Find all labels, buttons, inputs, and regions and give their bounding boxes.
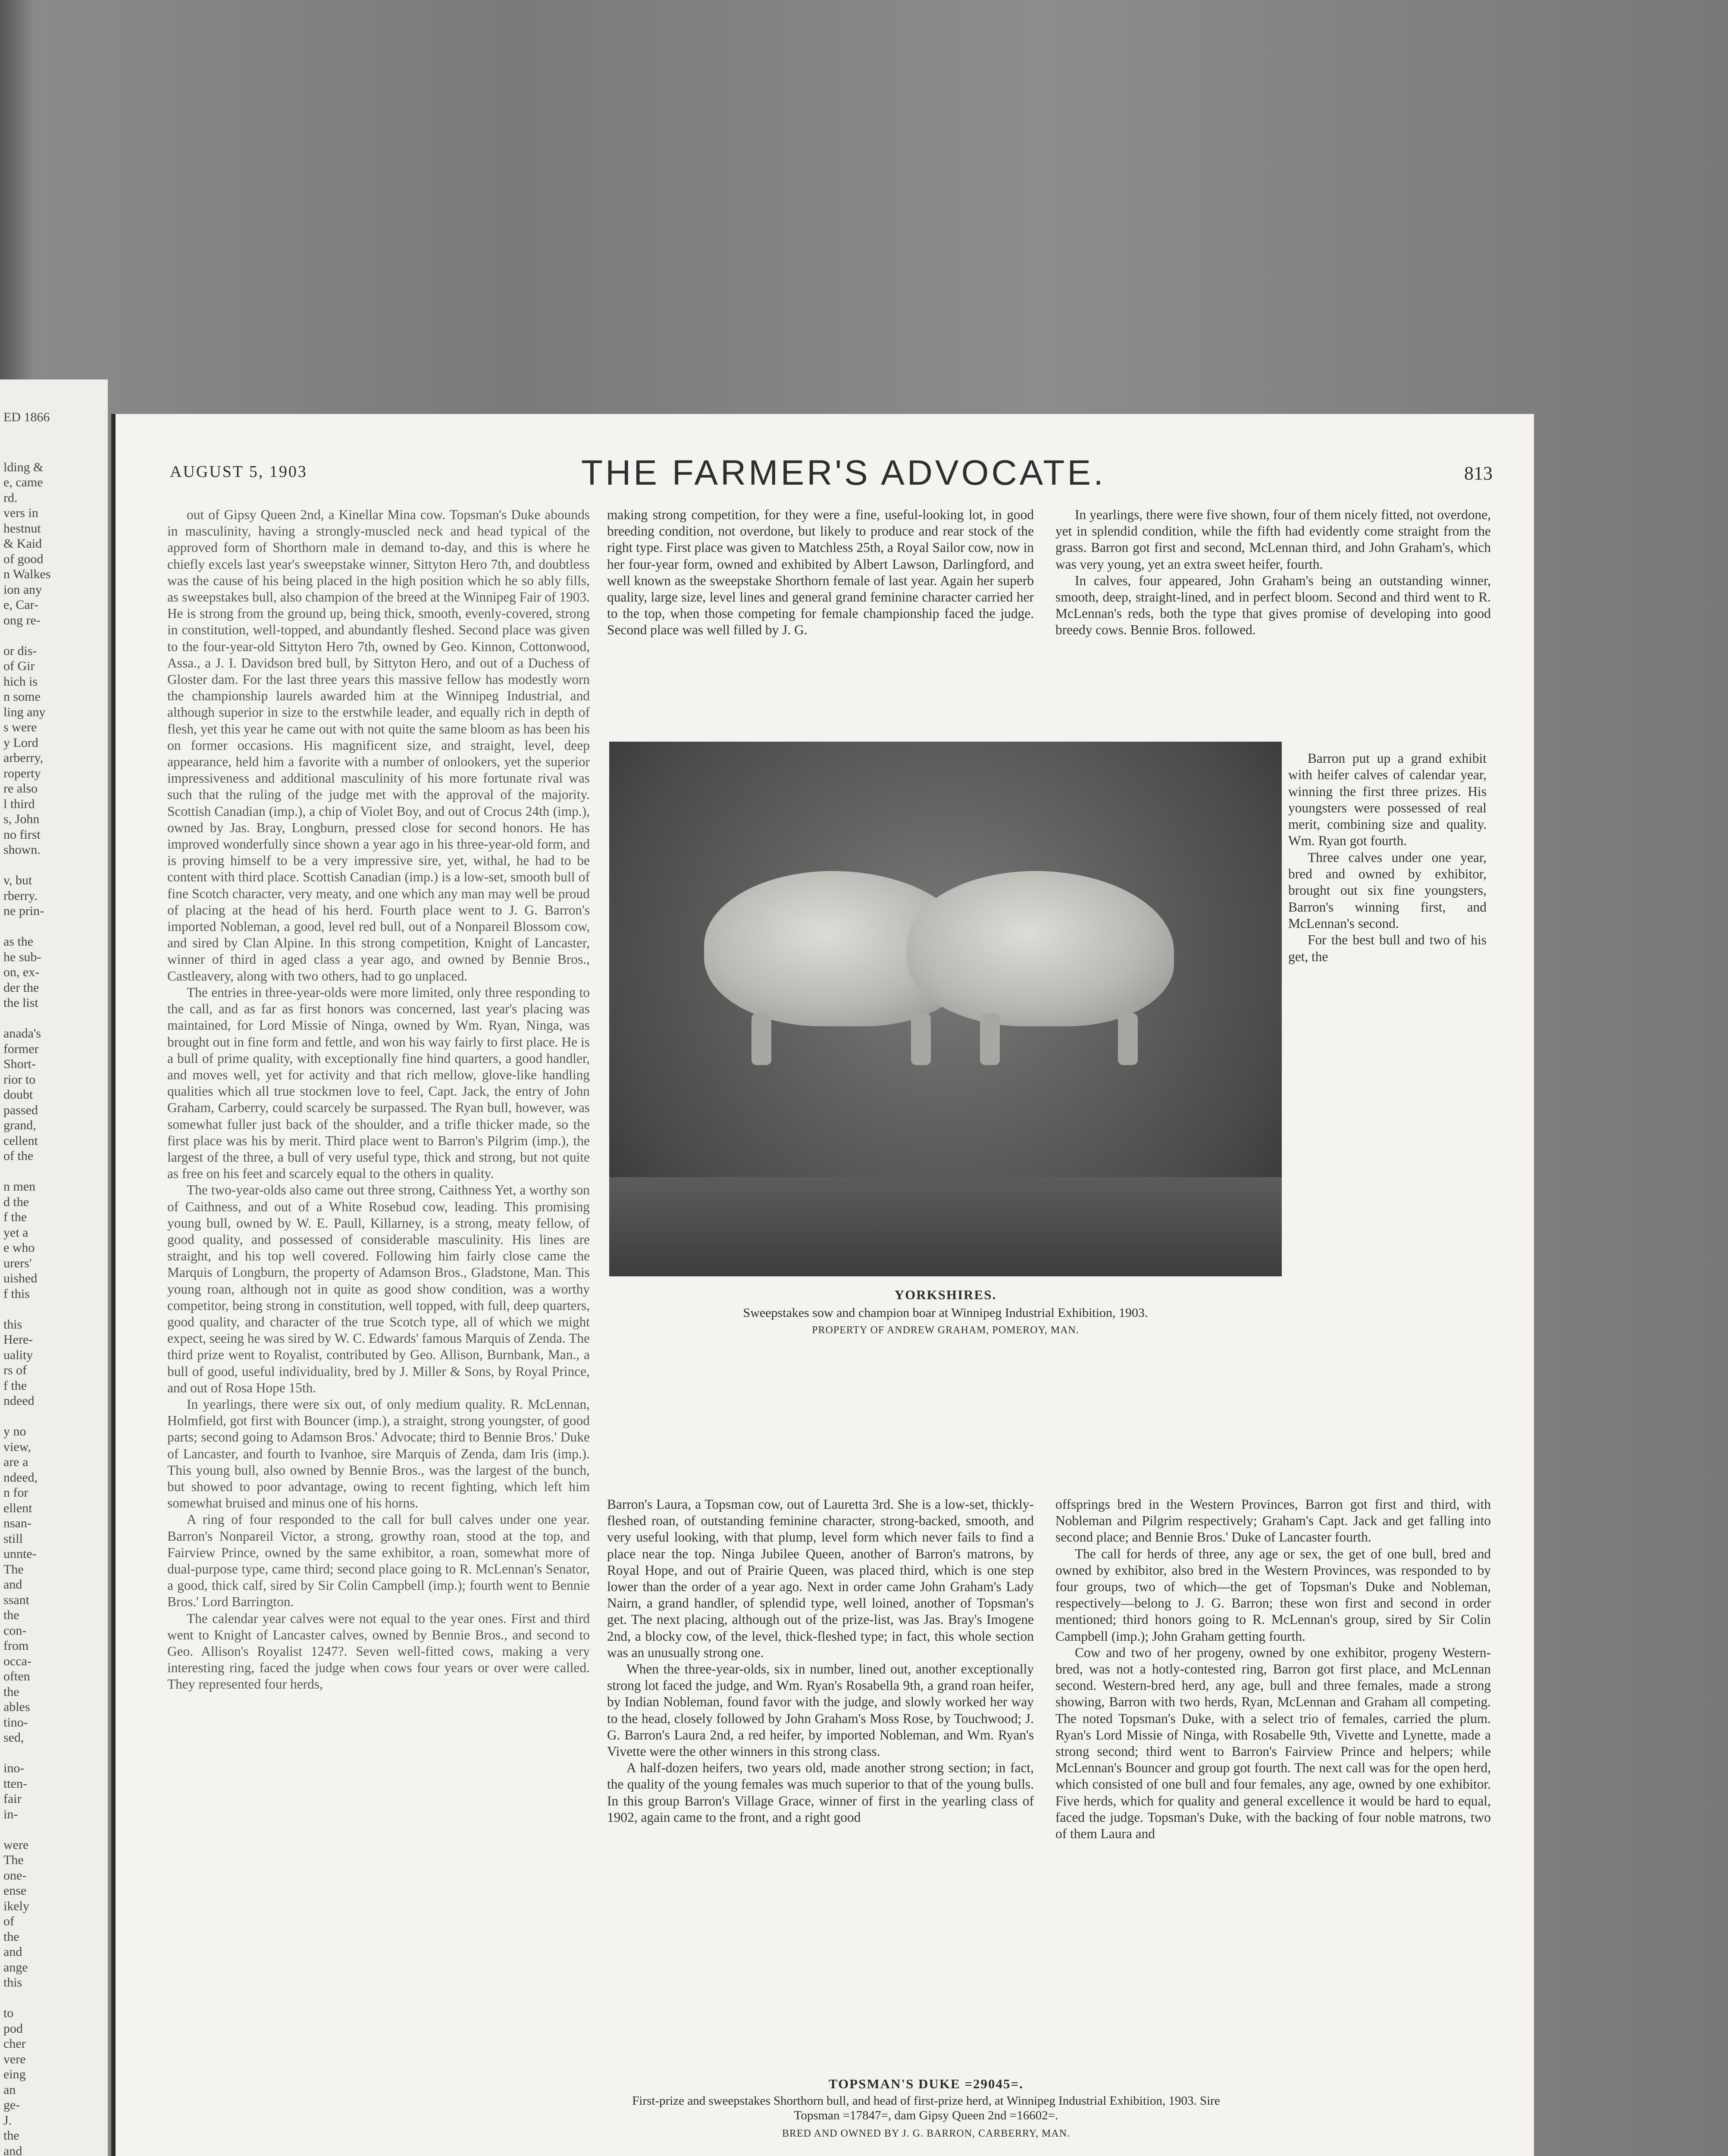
column-3-top — [1055, 507, 1491, 740]
paragraph: offsprings bred in the Western Provinces, Barron got first and third, with Nobleman and Pilgrim respectively; Graham's Capt. Jack and get falling into second place; and Bennie Bros.' Duke of Lancaster fourth. — [1055, 1497, 1491, 1545]
paragraph: A ring of four responded to the call for bull calves under one year. Barron's Nonpareil Victor, a strong, growthy roan, stood at the top, and Fairview Prince, owned by the same exhibitor, a roan, somewhat more of dual-purpose type, came third; second place going to R. McLennan's Senator, a good, thick calf, sired by Sir Colin Campbell (imp.); fourth went to Bennie Bros.' Lord Barrington. — [167, 1512, 590, 1610]
facing-page-fragment: one- — [3, 1868, 27, 1883]
facing-page-fragment: y no — [3, 1424, 26, 1438]
photo-ground — [609, 1177, 1282, 1276]
facing-page-fragment: d the — [3, 1194, 29, 1209]
facing-page-fragment: of good — [3, 552, 44, 566]
facing-page-fragment: lding & — [3, 460, 44, 474]
facing-page-fragment: l third — [3, 796, 35, 811]
facing-page-fragment: v, but — [3, 873, 32, 887]
paragraph: In yearlings, there were six out, of only medium quality. R. McLennan, Holmfield, got first with Bouncer (imp.), a straight, strong youngster, of good parts; second going to Adamson Bros.' Advocate; third to Bennie Bros.' Duke of Lancaster, and fourth to Ivanhoe, sire Marquis of Zenda, dam Iris (imp.). This young bull, also owned by Bennie Bros., was the largest of the bunch, but showed to poor advantage, owing to recent fighting, which left him somewhat bruised and minus one of his horns. — [167, 1396, 590, 1511]
facing-page-fragment: the — [3, 1684, 19, 1699]
facing-page-fragment — [3, 1301, 103, 1317]
facing-page-fragment: and — [3, 1577, 22, 1592]
facing-page-text — [3, 410, 103, 2156]
photo-title: TOPSMAN'S DUKE =29045=. — [829, 2076, 1024, 2091]
paragraph: making strong competition, for they were a fine, useful-looking lot, in good breeding condition, not overdone, but likely to produce and rear stock of the right type. First place was given to Matchless 25th, a Royal Sailor cow, now in her four-year form, owned and exhibited by Albert Lawson, Darlingford, and well known as the sweepstake Shorthorn female of last year. Again her superb quality, large size, level lines and general grand feminine character carried her to the top, when those competing for female championship faced the judge. Second place was well filled by J. G. — [607, 507, 1034, 638]
facing-page-fragment: cher — [3, 2037, 26, 2051]
facing-page-fragment: rd. — [3, 490, 18, 505]
facing-page-fragment: n some — [3, 689, 41, 704]
facing-page-fragment — [3, 1745, 103, 1761]
facing-page-fragment: hich is — [3, 674, 38, 689]
facing-page-fragment: to — [3, 2006, 14, 2020]
photo-credit: PROPERTY OF ANDREW GRAHAM, POMEROY, MAN. — [812, 1325, 1079, 1336]
facing-page-fragment: ables — [3, 1700, 30, 1714]
paragraph: out of Gipsy Queen 2nd, a Kinellar Mina cow. Topsman's Duke abounds in masculinity, having a strongly-muscled neck and head typical of the approved form of Shorthorn male in demand to-day, and this is where he chiefly excels last year's sweepstake winner, Sittyton Hero 7th, and doubtless was the cause of his being placed in the high position which he so ably fills, as sweepstakes bull, also champion of the breed at the Winnipeg Fair of 1903. He is strong from the ground up, being thick, smooth, evenly-covered, strong in constitution, well-topped, and abundantly fleshed. Second place was given to the four-year-old Sittyton Hero 7th, owned by Geo. Kinnon, Cottonwood, Assa., a J. I. Davidson bred bull, by Sittyton Hero, and out of a Duchess of Gloster dam. For the last three years this massive fellow has modestly worn the championship laurels awarded him at the Winnipeg Industrial, and although superior in size to the erstwhile leader, and equally rich in depth of flesh, yet this year he came out with not quite the same bloom as has been his on former occasions. His magnificent size, and straight, level, deep appearance, held him a favorite with a number of onlookers, yet the superior impressiveness and additional masculinity of his more fortunate rival was such that the ruling of the judge met with the approval of the majority. Scottish Canadian (imp.), a chip of Violet Boy, and out of Crocus 24th (imp.), owned by Jas. Bray, Longburn, pressed close for second honors. He has improved wonderfully since shown a year ago in his three-year-old form, and is proving himself to be a very impressive sire, yet, withal, he had to be content with third place. Scottish Canadian (imp.) is a low-set, smooth bull of fine Scotch character, very meaty, and one which any man may well be proud of placing at the head of his herd. Fourth place went to J. G. Barron's imported Nobleman, a good, level red bull, out of a Nonpareil Blossom cow, and sired by Clan Alpine. In this strong competition, Knight of Lancaster, winner of third in aged class a year ago, and owned by Bennie Bros., Castleavery, along with two others, had to go unplaced. — [167, 507, 590, 984]
facing-page-fragment — [3, 1164, 103, 1179]
facing-page-fragment: uished — [3, 1271, 38, 1285]
facing-page-fragment: ense — [3, 1883, 27, 1898]
pig-leg — [980, 1013, 1000, 1065]
facing-page-fragment: y Lord — [3, 735, 38, 750]
column-1 — [167, 507, 590, 2156]
pig-leg — [911, 1013, 931, 1065]
facing-page-fragment: re also — [3, 781, 38, 796]
facing-page-fragment: eing — [3, 2067, 26, 2081]
facing-page-fragment: this — [3, 1317, 22, 1332]
facing-page-fragment: passed — [3, 1103, 38, 1117]
facing-page-fragment: the — [3, 2128, 19, 2143]
facing-page-fragment: were — [3, 1837, 29, 1852]
facing-page-fragment: and — [3, 2143, 22, 2156]
facing-page-fragment: anada's — [3, 1026, 41, 1040]
facing-page-fragment: ikely — [3, 1899, 29, 1913]
pig-leg — [1118, 1013, 1138, 1065]
page-number: 813 — [1464, 463, 1493, 484]
facing-page-fragment: this — [3, 1975, 22, 1990]
facing-page-fragment: nsan- — [3, 1516, 31, 1530]
issue-date: AUGUST 5, 1903 — [170, 463, 307, 481]
facing-page-fragment: sed, — [3, 1730, 24, 1745]
paragraph: The calendar year calves were not equal to the year ones. First and third went to Knight of Lancaster calves, owned by Bennie Bros., and second to Geo. Allison's Royalist 1247?. Seven well-fitted cows, making a very interesting ring, faced the judge when cows four years or over were called. They represented four herds, — [167, 1611, 590, 1692]
masthead-title: THE FARMER'S ADVOCATE. — [581, 453, 1106, 492]
facing-page-fragment: ino- — [3, 1761, 25, 1775]
column-2-top — [607, 507, 1034, 675]
facing-page-fragment: cellent — [3, 1133, 38, 1148]
pig-leg — [751, 1013, 771, 1065]
facing-page-fragment — [3, 1409, 103, 1424]
facing-page-fragment: n men — [3, 1179, 36, 1194]
yorkshire-pigs-photo — [609, 742, 1282, 1276]
facing-page-fragment: occa- — [3, 1654, 31, 1668]
facing-page-fragment: still — [3, 1531, 23, 1546]
facing-page-fragment: The — [3, 1562, 24, 1576]
facing-page-fragment: ong re- — [3, 613, 41, 627]
facing-page-fragment: fair — [3, 1792, 22, 1806]
facing-page-fragment: uality — [3, 1348, 33, 1362]
facing-page-fragment: ange — [3, 1960, 28, 1974]
paragraph: A half-dozen heifers, two years old, made another strong section; in fact, the quality of the young females was much superior to that of the young bulls. In this group Barron's Village Grace, winner of first in the yearling class of 1902, again came to the front, and a right good — [607, 1760, 1034, 1825]
facing-page-fragment: ge- — [3, 2098, 20, 2112]
facing-page-fragment: an — [3, 2082, 16, 2097]
facing-page-fragment: vers in — [3, 506, 38, 520]
facing-page-fragment: of — [3, 1914, 14, 1928]
paragraph: In yearlings, there were five shown, four of them nicely fitted, not overdone, yet in splendid condition, while the fifth had evidently come straight from the grass. Barron got first and second, McLennan third, and John Graham's, which was very young, yet an extra sweet heifer, fourth. — [1055, 507, 1491, 572]
facing-page-fragment: in- — [3, 1807, 18, 1821]
column-3-narrow-top — [1288, 750, 1487, 1496]
facing-page-fragment: con- — [3, 1623, 27, 1638]
facing-page-fragment: ion any — [3, 582, 42, 597]
facing-page-fragment: tten- — [3, 1776, 27, 1791]
facing-page-fragment: n Walkes — [3, 567, 51, 581]
paragraph: When the three-year-olds, six in number, lined out, another exceptionally strong lot faced the judge, and Wm. Ryan's Rosabella 9th, a grand roan heifer, by Indian Nobleman, found favor with the judge, and slowly worked her way to the head, closely followed by John Graham's Moss Rose, by Touchwood; J. G. Barron's Laura 2nd, a red heifer, by imported Nobleman, and Wm. Ryan's Vivette were the other winners in this strong class. — [607, 1661, 1034, 1759]
facing-page-fragment: from — [3, 1639, 29, 1653]
facing-page-fragment: no first — [3, 827, 41, 842]
facing-page-fragment — [3, 1011, 103, 1026]
facing-page-fragment: of Gir — [3, 659, 35, 673]
facing-page-fragment: & Kaid — [3, 536, 42, 551]
facing-page-fragment: e, Car- — [3, 598, 39, 612]
facing-page-fragment: J. — [3, 2113, 12, 2128]
facing-page-fragment: as the — [3, 934, 34, 949]
facing-page-fragment: ling any — [3, 705, 46, 719]
facing-page-header: ED 1866 — [3, 410, 50, 424]
facing-page-fragment: ndeed, — [3, 1470, 38, 1485]
facing-page-fragment: urers' — [3, 1256, 32, 1270]
photo-title: YORKSHIRES. — [894, 1287, 997, 1302]
facing-page-fragment: vere — [3, 2052, 26, 2066]
facing-page-fragment: rior to — [3, 1072, 36, 1087]
facing-page-fragment: f this — [3, 1286, 30, 1301]
newspaper-page — [111, 414, 1534, 2156]
paragraph: Three calves under one year, bred and owned by exhibitor, brought out six fine youngsters, Barron's winning first, and McLennan's second. — [1288, 849, 1487, 931]
paragraph: Cow and two of her progeny, owned by one exhibitor, progeny Western-bred, was not a hotly-contested ring, Barron got first place, and McLennan second. Western-bred herd, any age, bull and three females, made a strong showing, Barron with two herds, Ryan, McLennan and Graham all competing. The noted Topsman's Duke, with a select trio of females, carried the plum. Ryan's Lord Missie of Ninga, with Rosabelle 9th, Vivette and Lynette, made a strong second; third went to Barron's Fairview Prince and helpers; while McLennan's Bouncer and group got fourth. The next call was for the open herd, which consisted of one bull and four females, any age, owned by one exhibitor. Five herds, which for quality and general excellence it would be hard to equal, faced the judge. Topsman's Duke, with the backing of four noble matrons, two of them Laura and — [1055, 1645, 1491, 1842]
facing-page-fragment: on, ex- — [3, 965, 40, 979]
facing-page-fragment: often — [3, 1669, 30, 1683]
facing-page-fragment: unnte- — [3, 1547, 37, 1561]
facing-page-fragment: hestnut — [3, 521, 41, 536]
facing-page-fragment: der the — [3, 980, 39, 995]
facing-page-fragment: ndeed — [3, 1394, 34, 1408]
facing-page-fragment: view, — [3, 1439, 31, 1454]
facing-page-fragment: f the — [3, 1210, 27, 1224]
facing-page-fragment: are a — [3, 1455, 28, 1469]
facing-page-fragment: arberry, — [3, 751, 44, 765]
facing-page-fragment: The — [3, 1853, 24, 1867]
facing-page-fragment: Here- — [3, 1332, 33, 1347]
paragraph: Barron put up a grand exhibit with heifer calves of calendar year, winning the first three prizes. His youngsters were possessed of real merit, combining size and quality. Wm. Ryan got fourth. — [1288, 751, 1487, 849]
facing-page-fragment: he sub- — [3, 950, 41, 964]
facing-page-fragment: shown. — [3, 843, 41, 857]
facing-page-fragment — [3, 628, 103, 643]
facing-page-fragment: grand, — [3, 1118, 36, 1132]
facing-page-fragment: the — [3, 1608, 19, 1622]
facing-page-fragment: f the — [3, 1378, 27, 1393]
photo-caption: Sweepstakes sow and champion boar at Winnipeg Industrial Exhibition, 1903. — [743, 1306, 1148, 1320]
facing-page-fragment: roperty — [3, 766, 41, 780]
photo-credit: BRED AND OWNED BY J. G. BARRON, CARBERRY, MAN. — [782, 2128, 1071, 2139]
facing-page-fragment: n for — [3, 1485, 28, 1500]
facing-page-fragment: and — [3, 1945, 22, 1959]
facing-page-fragment: yet a — [3, 1225, 28, 1240]
facing-page-fragment — [3, 858, 103, 873]
facing-page-fragment: Short- — [3, 1057, 36, 1071]
paragraph: For the best bull and two of his get, the — [1288, 932, 1487, 964]
facing-page-fragment: former — [3, 1041, 39, 1056]
facing-page-fragment: tino- — [3, 1715, 28, 1730]
photo-caption: First-prize and sweepstakes Shorthorn bull, and head of first-prize herd, at Winnipeg Industrial Exhibition, 1903. Sire Topsman =17847=, dam Gipsy Queen 2nd =16602=. — [632, 2094, 1220, 2122]
facing-page-fragment — [3, 1990, 103, 2006]
facing-page-fragment: ellent — [3, 1501, 32, 1515]
facing-page-fragment: e who — [3, 1241, 35, 1255]
facing-page-fragment: ne prin- — [3, 904, 44, 918]
facing-page-fragment: e, came — [3, 475, 43, 489]
facing-page-fragment: s were — [3, 720, 37, 734]
column-3-middle — [1055, 1496, 1491, 2156]
facing-page-fragment: the list — [3, 996, 38, 1010]
facing-page-fragment: ssant — [3, 1592, 29, 1607]
column-2-middle — [607, 1496, 1034, 2156]
facing-page-fragment: or dis- — [3, 643, 37, 658]
pig-right — [907, 871, 1174, 1026]
facing-page-fragment: doubt — [3, 1087, 33, 1102]
facing-page-fragment — [3, 1822, 103, 1837]
facing-page-fragment: the — [3, 1929, 19, 1944]
paragraph: In calves, four appeared, John Graham's being an outstanding winner, smooth, deep, straight-lined, and in perfect bloom. Second and third went to R. McLennan's reds, both the type that gives promise of developing into good breedy cows. Bennie Bros. followed. — [1055, 573, 1491, 638]
facing-page-fragment: of the — [3, 1149, 34, 1163]
facing-page-fragment: s, John — [3, 812, 40, 826]
paragraph: Barron's Laura, a Topsman cow, out of Lauretta 3rd. She is a low-set, thickly-fleshed roan, of outstanding feminine character, strong-backed, smooth, and very useful looking, with that plump, level form which never fails to find a place near the top. Ninga Jubilee Queen, another of Barron's matrons, by Royal Hope, and out of Prairie Queen, was placed third, which is one step lower than the order of a year ago. Next in order came John Graham's Lady Nairn, a grand handler, of splendid type, well loined, another of Topsman's get. The next placing, although out of the prize-list, was Jas. Bray's Imogene 2nd, a blocky cow, of the level, thick-fleshed type; in fact, this whole section was an unusually strong one. — [607, 1497, 1034, 1660]
facing-page-fragment: rs of — [3, 1363, 27, 1377]
facing-page-edge — [0, 379, 108, 2156]
facing-page-fragment: pod — [3, 2021, 23, 2036]
paragraph: The entries in three-year-olds were more limited, only three responding to the call, and as far as first honors was concerned, last year's placing was maintained, for Lord Missie of Ninga, owned by Wm. Ryan, Ninga, was brought out in fine form and fettle, and won his way fairly to first place. He is a bull of prime quality, with exceptionally fine hind quarters, a good handler, and moves well, yet for activity and that rich mellow, glove-like handling qualities which all true stockmen love to feel, Capt. Jack, the entry of John Graham, Carberry, could scarcely be surpassed. The Ryan bull, however, was somewhat fuller just back of the shoulder, and a trifle thicker made, so the first place was his by merit. Third place went to Barron's Pilgrim (imp.), the largest of the three, a bull of very useful type, thick and strong, but not quite as free on his feet and scarcely equal to the others in quality. — [167, 984, 590, 1181]
facing-page-fragment — [3, 919, 103, 934]
paragraph: The call for herds of three, any age or sex, the get of one bull, bred and owned by exhibitor, also bred in the Western Provinces, was responded to by four groups, two of which—the get of Topsman's Duke and Nobleman, respectively—belong to J. G. Barron; these won first and second in order mentioned; third honors going to R. McLennan's group, sired by Sir Colin Campbell (imp.); John Graham getting fourth. — [1055, 1546, 1491, 1644]
paragraph: The two-year-olds also came out three strong, Caithness Yet, a worthy son of Caithness, and out of a White Rosebud cow, leading. This promising young bull, owned by W. E. Paull, Killarney, is a strong, meaty fellow, of good quality, and possessed of considerable masculinity. His lines are straight, and his top well covered. Following him fairly close came the Marquis of Longburn, the property of Adamson Bros., Gladstone, Man. This young roan, although not in quite as good show condition, was a worthy competitor, being strong in constitution, well topped, with full, deep quarters, good quality, and character of the true Scotch type, all of which we might expect, seeing he was sired by W. C. Edwards' famous Marquis of Zenda. The third prize went to Royalist, contributed by Geo. Allison, Burnbank, Man., a bull of good, useful individuality, bred by J. Miller & Sons, by Royal Prince, and out of Rosa Hope 15th. — [167, 1182, 590, 1395]
facing-page-fragment: rberry. — [3, 888, 38, 903]
